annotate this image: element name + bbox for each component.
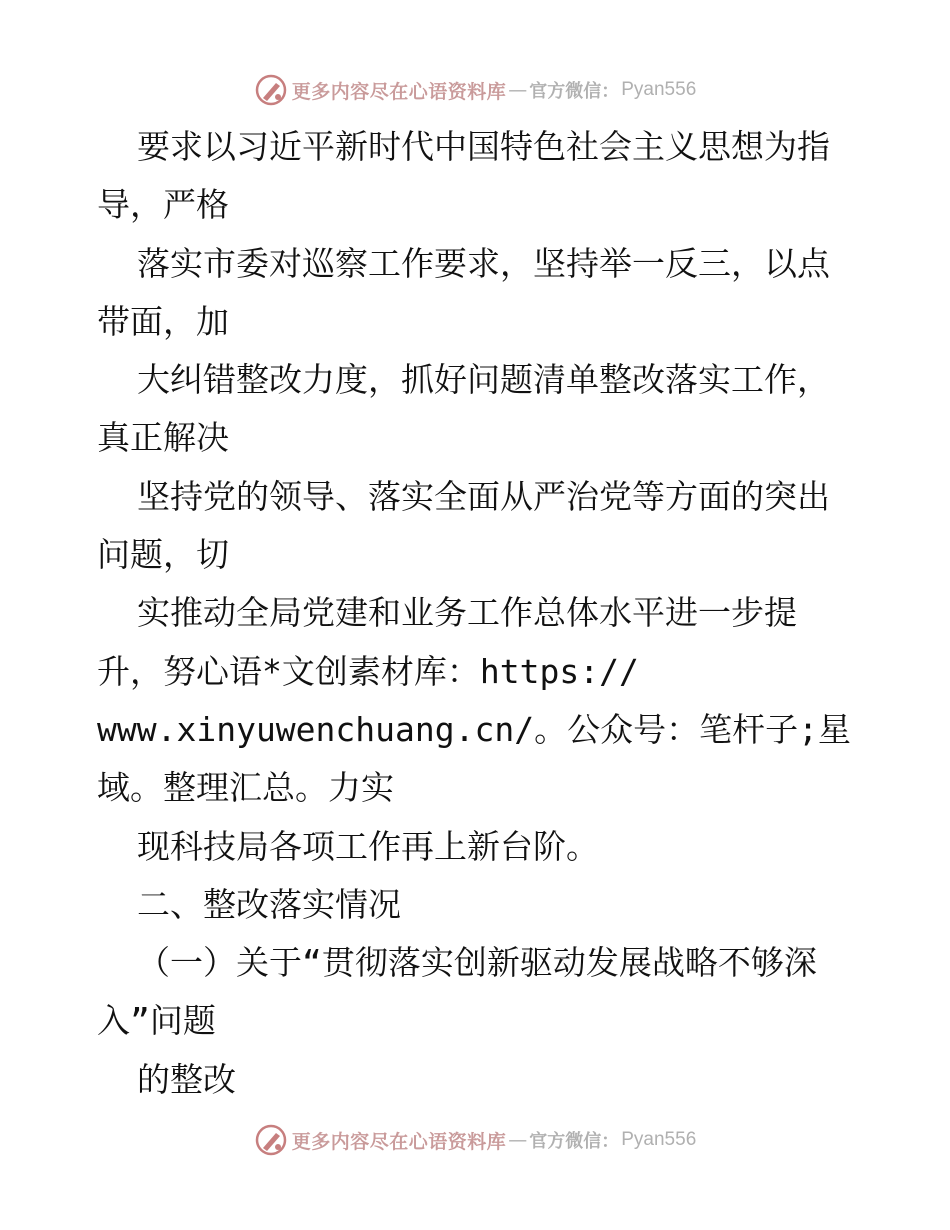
document-body <box>97 118 857 1109</box>
banner-wechat-id: Pyan556 <box>621 79 697 100</box>
banner-wechat-id: Pyan556 <box>621 1129 697 1150</box>
pen-circle-logo-icon <box>254 1123 288 1157</box>
subsection-heading: （一）关于“贯彻落实创新驱动发展战略不够深 <box>137 943 817 983</box>
body-line: 域。整理汇总。力实 <box>97 768 394 808</box>
body-line: 的整改 <box>137 1059 236 1099</box>
body-line: 大纠错整改力度，抓好问题清单整改落实工作， <box>137 360 830 400</box>
body-line: 入”问题 <box>97 1001 216 1041</box>
body-line: 现科技局各项工作再上新台阶。 <box>137 826 599 866</box>
body-line: 问题，切 <box>97 535 229 575</box>
banner-main-text: 更多内容尽在心语资料库 <box>291 1130 507 1153</box>
banner-dash: — <box>508 79 528 101</box>
body-line: 导，严格 <box>97 185 229 225</box>
banner-dash: — <box>508 1129 528 1151</box>
pen-circle-logo-icon <box>254 73 288 107</box>
body-line: 升，努心语*文创素材库：https:// <box>97 651 639 691</box>
body-line: 带面，加 <box>97 301 229 341</box>
body-line: 落实市委对巡察工作要求，坚持举一反三，以点 <box>137 243 830 283</box>
banner-wechat-label: 官方微信： <box>529 81 620 102</box>
body-line: 要求以习近平新时代中国特色社会主义思想为指 <box>137 127 830 166</box>
body-line: 坚持党的领导、落实全面从严治党等方面的突出 <box>137 476 830 516</box>
footer-banner <box>0 1120 950 1160</box>
header-banner <box>0 70 950 110</box>
body-line: www.xinyuwenchuang.cn/。公众号：笔杆子;星 <box>97 709 851 749</box>
body-line: 实推动全局党建和业务工作总体水平进一步提 <box>137 593 797 633</box>
section-heading: 二、整改落实情况 <box>137 884 401 924</box>
banner-wechat-label: 官方微信： <box>529 1131 620 1152</box>
body-line: 真正解决 <box>97 418 229 458</box>
banner-main-text: 更多内容尽在心语资料库 <box>291 80 507 103</box>
